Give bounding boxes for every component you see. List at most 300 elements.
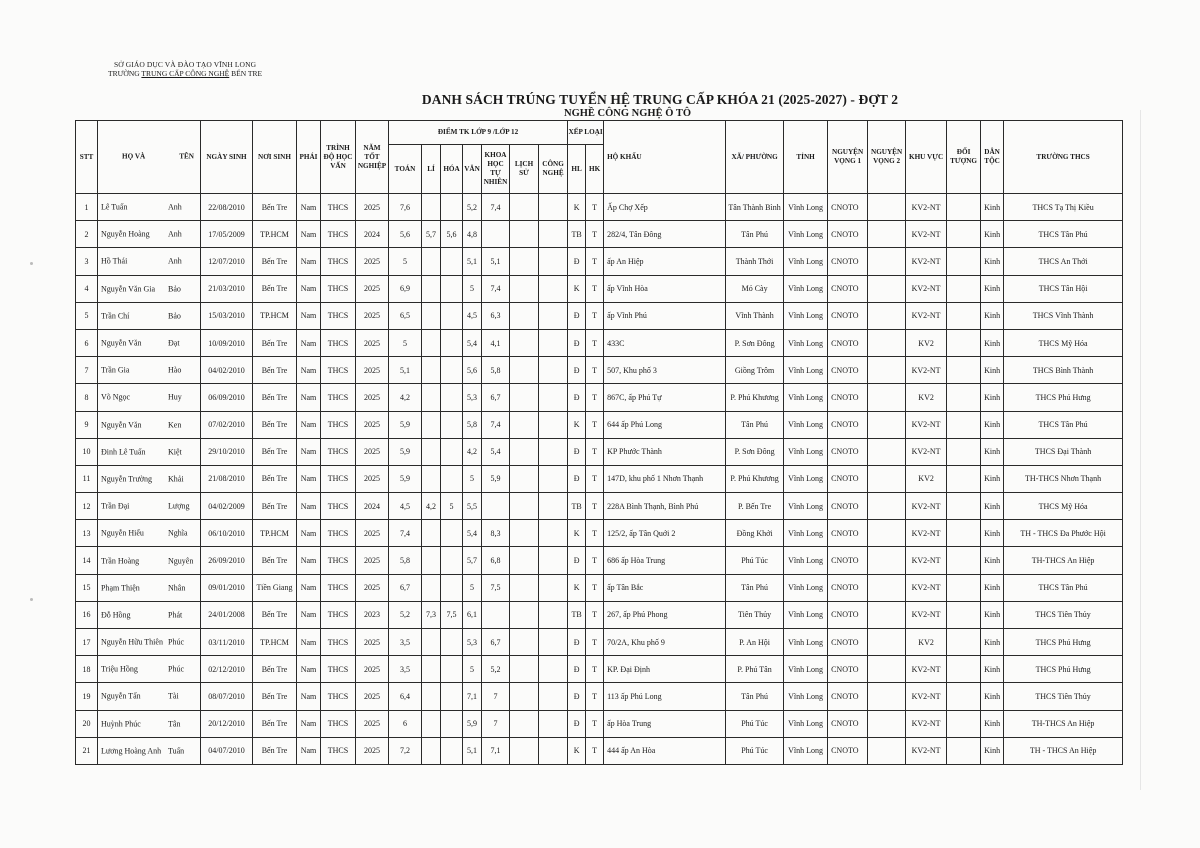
- cell-khtn: 6,7: [482, 629, 510, 656]
- cell-ho-khau: ấp Vĩnh Hòa: [604, 275, 726, 302]
- cell-trinh-do: THCS: [321, 194, 356, 221]
- cell-trinh-do: THCS: [321, 547, 356, 574]
- cell-xa-phuong: Đồng Khởi: [726, 520, 784, 547]
- cell-trinh-do: THCS: [321, 275, 356, 302]
- cell-trinh-do: THCS: [321, 520, 356, 547]
- cell-tinh: Vĩnh Long: [784, 465, 828, 492]
- cell-tinh: Vĩnh Long: [784, 194, 828, 221]
- col-ho-ten: HỌ VÀ TÊN: [98, 121, 201, 194]
- cell-khu-vuc: KV2-NT: [906, 302, 947, 329]
- cell-hl: TB: [568, 601, 586, 628]
- cell-cong-nghe: [539, 629, 568, 656]
- cell-nguyen-vong-2: [868, 357, 906, 384]
- cell-ngay-sinh: 26/09/2010: [201, 547, 253, 574]
- cell-ngay-sinh: 21/03/2010: [201, 275, 253, 302]
- cell-ten: Tài: [168, 691, 179, 701]
- cell-li: [422, 194, 441, 221]
- cell-xa-phuong: P. Phú Khương: [726, 465, 784, 492]
- cell-li: [422, 547, 441, 574]
- cell-dan-toc: Kinh: [981, 656, 1004, 683]
- cell-khtn: 7,1: [482, 737, 510, 764]
- cell-ho-khau: 113 ấp Phú Long: [604, 683, 726, 710]
- cell-toan: 3,5: [389, 629, 422, 656]
- cell-ho-ten: [98, 710, 201, 737]
- cell-ho-ten: [98, 384, 201, 411]
- cell-ho-va: Đỗ Hồng: [101, 610, 131, 620]
- cell-stt: 13: [76, 520, 98, 547]
- cell-lich-su: [510, 384, 539, 411]
- cell-xa-phuong: Tân Phú: [726, 683, 784, 710]
- cell-noi-sinh: Bến Tre: [253, 601, 297, 628]
- cell-li: [422, 629, 441, 656]
- cell-xa-phuong: P. Bến Tre: [726, 493, 784, 520]
- cell-phai: Nam: [297, 302, 321, 329]
- cell-cong-nghe: [539, 710, 568, 737]
- cell-hoa: [441, 683, 463, 710]
- cell-truong-thcs: TH-THCS Nhơn Thạnh: [1004, 465, 1123, 492]
- cell-truong-thcs: THCS Mỹ Hóa: [1004, 329, 1123, 356]
- cell-nam-tot-nghiep: 2025: [356, 520, 389, 547]
- cell-nguyen-vong-1: CNOTO: [828, 683, 868, 710]
- scan-speck: [30, 598, 33, 601]
- cell-ho-va: Triệu Hồng: [101, 664, 138, 674]
- cell-van: 5: [463, 465, 482, 492]
- cell-li: [422, 411, 441, 438]
- cell-nguyen-vong-2: [868, 275, 906, 302]
- cell-khtn: 5,1: [482, 248, 510, 275]
- table-row: [76, 221, 1123, 248]
- cell-ten: Tuấn: [168, 746, 185, 756]
- cell-truong-thcs: THCS Đại Thành: [1004, 438, 1123, 465]
- cell-phai: Nam: [297, 547, 321, 574]
- cell-ngay-sinh: 06/09/2010: [201, 384, 253, 411]
- cell-tinh: Vĩnh Long: [784, 520, 828, 547]
- cell-noi-sinh: TP.HCM: [253, 221, 297, 248]
- cell-trinh-do: THCS: [321, 737, 356, 764]
- cell-ho-ten: [98, 329, 201, 356]
- cell-truong-thcs: TH-THCS An Hiệp: [1004, 547, 1123, 574]
- cell-hk: T: [586, 384, 604, 411]
- cell-trinh-do: THCS: [321, 683, 356, 710]
- cell-toan: 5: [389, 248, 422, 275]
- cell-hl: Đ: [568, 656, 586, 683]
- cell-khtn: 7,4: [482, 411, 510, 438]
- cell-ngay-sinh: 29/10/2010: [201, 438, 253, 465]
- col-dan-toc: DÂN TỘC: [981, 121, 1004, 194]
- cell-nguyen-vong-2: [868, 194, 906, 221]
- cell-stt: 14: [76, 547, 98, 574]
- cell-ho-ten: [98, 683, 201, 710]
- cell-noi-sinh: Bến Tre: [253, 357, 297, 384]
- cell-hk: T: [586, 683, 604, 710]
- cell-cong-nghe: [539, 357, 568, 384]
- cell-ho-ten: [98, 737, 201, 764]
- cell-toan: 7,4: [389, 520, 422, 547]
- cell-ten: Nhân: [168, 583, 186, 593]
- school-name: TRƯỜNG TRUNG CẤP CÔNG NGHỆ BẾN TRE: [108, 69, 263, 78]
- cell-toan: 6,4: [389, 683, 422, 710]
- cell-xa-phuong: P. Sơn Đông: [726, 438, 784, 465]
- cell-ho-va: Trần Hoàng: [101, 556, 140, 566]
- cell-hl: Đ: [568, 248, 586, 275]
- cell-ten: Huy: [168, 392, 182, 402]
- cell-khtn: 7,5: [482, 574, 510, 601]
- cell-nam-tot-nghiep: 2025: [356, 629, 389, 656]
- cell-khu-vuc: KV2-NT: [906, 275, 947, 302]
- cell-lich-su: [510, 656, 539, 683]
- cell-ngay-sinh: 03/11/2010: [201, 629, 253, 656]
- cell-hl: K: [568, 194, 586, 221]
- cell-stt: 11: [76, 465, 98, 492]
- cell-li: [422, 465, 441, 492]
- cell-ho-ten: [98, 221, 201, 248]
- cell-khu-vuc: KV2-NT: [906, 357, 947, 384]
- cell-stt: 1: [76, 194, 98, 221]
- cell-ho-khau: 686 ấp Hòa Trung: [604, 547, 726, 574]
- cell-ngay-sinh: 20/12/2010: [201, 710, 253, 737]
- cell-xa-phuong: Tân Thành Bình: [726, 194, 784, 221]
- cell-ho-ten: [98, 302, 201, 329]
- cell-van: 5,1: [463, 248, 482, 275]
- cell-ho-va: Đinh Lê Tuấn: [101, 447, 146, 457]
- cell-li: [422, 710, 441, 737]
- cell-li: 4,2: [422, 493, 441, 520]
- cell-cong-nghe: [539, 194, 568, 221]
- cell-doi-tuong: [947, 411, 981, 438]
- cell-tinh: Vĩnh Long: [784, 357, 828, 384]
- col-truong-thcs: TRƯỜNG THCS: [1004, 121, 1123, 194]
- cell-nguyen-vong-2: [868, 465, 906, 492]
- cell-cong-nghe: [539, 248, 568, 275]
- cell-ho-ten: [98, 357, 201, 384]
- cell-ho-khau: ấp Tân Bắc: [604, 574, 726, 601]
- cell-ho-ten: [98, 520, 201, 547]
- cell-nam-tot-nghiep: 2025: [356, 384, 389, 411]
- cell-li: 5,7: [422, 221, 441, 248]
- cell-lich-su: [510, 275, 539, 302]
- cell-doi-tuong: [947, 629, 981, 656]
- cell-nam-tot-nghiep: 2025: [356, 248, 389, 275]
- cell-doi-tuong: [947, 547, 981, 574]
- cell-stt: 5: [76, 302, 98, 329]
- col-hl: HL: [568, 145, 586, 194]
- cell-tinh: Vĩnh Long: [784, 302, 828, 329]
- cell-phai: Nam: [297, 465, 321, 492]
- cell-truong-thcs: THCS Phú Hưng: [1004, 384, 1123, 411]
- cell-van: 5,2: [463, 194, 482, 221]
- cell-ho-va: Nguyễn Văn Gia: [101, 284, 156, 294]
- table-row: [76, 710, 1123, 737]
- cell-cong-nghe: [539, 329, 568, 356]
- cell-ngay-sinh: 24/01/2008: [201, 601, 253, 628]
- cell-stt: 3: [76, 248, 98, 275]
- cell-li: [422, 248, 441, 275]
- cell-ho-khau: 282/4, Tân Đông: [604, 221, 726, 248]
- cell-ho-khau: ấp Vĩnh Phú: [604, 302, 726, 329]
- cell-li: [422, 384, 441, 411]
- cell-dan-toc: Kinh: [981, 493, 1004, 520]
- cell-cong-nghe: [539, 438, 568, 465]
- cell-doi-tuong: [947, 656, 981, 683]
- cell-van: 5: [463, 574, 482, 601]
- cell-noi-sinh: Tiền Giang: [253, 574, 297, 601]
- col-stt: STT: [76, 121, 98, 194]
- cell-noi-sinh: Bến Tre: [253, 737, 297, 764]
- cell-ho-khau: Ấp Chợ Xếp: [604, 194, 726, 221]
- cell-doi-tuong: [947, 493, 981, 520]
- cell-ten: Đạt: [168, 338, 180, 348]
- cell-nam-tot-nghiep: 2025: [356, 302, 389, 329]
- table-row: [76, 601, 1123, 628]
- cell-tinh: Vĩnh Long: [784, 248, 828, 275]
- cell-noi-sinh: Bến Tre: [253, 329, 297, 356]
- table-row: [76, 737, 1123, 764]
- cell-nam-tot-nghiep: 2025: [356, 710, 389, 737]
- col-toan: TOÁN: [389, 145, 422, 194]
- cell-hk: T: [586, 465, 604, 492]
- cell-khu-vuc: KV2-NT: [906, 601, 947, 628]
- cell-lich-su: [510, 329, 539, 356]
- cell-hoa: [441, 329, 463, 356]
- table-row: [76, 384, 1123, 411]
- cell-van: 5,4: [463, 520, 482, 547]
- cell-phai: Nam: [297, 574, 321, 601]
- cell-nguyen-vong-1: CNOTO: [828, 629, 868, 656]
- cell-khu-vuc: KV2-NT: [906, 438, 947, 465]
- cell-stt: 20: [76, 710, 98, 737]
- col-trinh-do: TRÌNH ĐỘ HỌC VẤN: [321, 121, 356, 194]
- cell-ho-va: Nguyễn Văn: [101, 338, 142, 348]
- cell-nguyen-vong-2: [868, 248, 906, 275]
- cell-phai: Nam: [297, 275, 321, 302]
- cell-hl: Đ: [568, 683, 586, 710]
- cell-toan: 6,7: [389, 574, 422, 601]
- cell-nguyen-vong-2: [868, 411, 906, 438]
- cell-hoa: [441, 275, 463, 302]
- cell-nguyen-vong-1: CNOTO: [828, 275, 868, 302]
- cell-nguyen-vong-1: CNOTO: [828, 194, 868, 221]
- cell-lich-su: [510, 493, 539, 520]
- col-tinh: TỈNH: [784, 121, 828, 194]
- cell-ho-va: Huỳnh Phúc: [101, 719, 141, 729]
- cell-truong-thcs: THCS Tân Hội: [1004, 275, 1123, 302]
- cell-hl: Đ: [568, 357, 586, 384]
- cell-trinh-do: THCS: [321, 629, 356, 656]
- cell-van: 5,1: [463, 737, 482, 764]
- cell-nguyen-vong-2: [868, 601, 906, 628]
- cell-hk: T: [586, 493, 604, 520]
- cell-nam-tot-nghiep: 2025: [356, 411, 389, 438]
- cell-dan-toc: Kinh: [981, 248, 1004, 275]
- cell-hoa: 5,6: [441, 221, 463, 248]
- cell-hoa: [441, 547, 463, 574]
- cell-xa-phuong: P. Sơn Đông: [726, 329, 784, 356]
- cell-noi-sinh: Bến Tre: [253, 465, 297, 492]
- cell-hk: T: [586, 438, 604, 465]
- cell-ten: Phúc: [168, 664, 184, 674]
- cell-ten: Phúc: [168, 637, 184, 647]
- cell-phai: Nam: [297, 357, 321, 384]
- col-ngay-sinh: NGÀY SINH: [201, 121, 253, 194]
- cell-nguyen-vong-2: [868, 438, 906, 465]
- cell-nam-tot-nghiep: 2025: [356, 683, 389, 710]
- cell-hl: Đ: [568, 629, 586, 656]
- cell-hoa: [441, 384, 463, 411]
- cell-hoa: [441, 248, 463, 275]
- cell-dan-toc: Kinh: [981, 302, 1004, 329]
- cell-hl: K: [568, 574, 586, 601]
- cell-van: 5,3: [463, 629, 482, 656]
- cell-khu-vuc: KV2-NT: [906, 737, 947, 764]
- cell-nguyen-vong-1: CNOTO: [828, 737, 868, 764]
- cell-ho-ten: [98, 574, 201, 601]
- cell-trinh-do: THCS: [321, 710, 356, 737]
- cell-truong-thcs: THCS Tân Phú: [1004, 221, 1123, 248]
- cell-toan: 5,6: [389, 221, 422, 248]
- cell-nguyen-vong-2: [868, 520, 906, 547]
- cell-noi-sinh: Bến Tre: [253, 384, 297, 411]
- cell-doi-tuong: [947, 520, 981, 547]
- cell-van: 7,1: [463, 683, 482, 710]
- cell-hk: T: [586, 629, 604, 656]
- cell-noi-sinh: Bến Tre: [253, 248, 297, 275]
- cell-li: [422, 737, 441, 764]
- cell-van: 5: [463, 275, 482, 302]
- table-row: [76, 547, 1123, 574]
- cell-khu-vuc: KV2-NT: [906, 574, 947, 601]
- cell-toan: 4,2: [389, 384, 422, 411]
- cell-hl: K: [568, 275, 586, 302]
- cell-hoa: 7,5: [441, 601, 463, 628]
- cell-hl: K: [568, 737, 586, 764]
- cell-truong-thcs: TH - THCS An Hiệp: [1004, 737, 1123, 764]
- cell-ten: Khải: [168, 474, 184, 484]
- cell-khu-vuc: KV2-NT: [906, 710, 947, 737]
- cell-truong-thcs: THCS Tạ Thị Kiều: [1004, 194, 1123, 221]
- cell-xa-phuong: Phú Túc: [726, 547, 784, 574]
- cell-nam-tot-nghiep: 2025: [356, 438, 389, 465]
- cell-cong-nghe: [539, 547, 568, 574]
- cell-tinh: Vĩnh Long: [784, 629, 828, 656]
- cell-khu-vuc: KV2: [906, 465, 947, 492]
- cell-ten: Nguyên: [168, 556, 194, 566]
- cell-toan: 5,9: [389, 411, 422, 438]
- cell-nguyen-vong-1: CNOTO: [828, 248, 868, 275]
- cell-noi-sinh: Bến Tre: [253, 411, 297, 438]
- cell-ho-khau: ấp Hòa Trung: [604, 710, 726, 737]
- cell-hk: T: [586, 710, 604, 737]
- cell-hl: TB: [568, 221, 586, 248]
- cell-stt: 7: [76, 357, 98, 384]
- cell-ngay-sinh: 10/09/2010: [201, 329, 253, 356]
- col-li: LÍ: [422, 145, 441, 194]
- cell-hl: Đ: [568, 710, 586, 737]
- table-row: [76, 357, 1123, 384]
- cell-lich-su: [510, 465, 539, 492]
- cell-dan-toc: Kinh: [981, 683, 1004, 710]
- cell-van: 4,2: [463, 438, 482, 465]
- cell-tinh: Vĩnh Long: [784, 493, 828, 520]
- cell-hoa: [441, 629, 463, 656]
- cell-hk: T: [586, 357, 604, 384]
- cell-xa-phuong: Mỏ Cày: [726, 275, 784, 302]
- cell-lich-su: [510, 601, 539, 628]
- cell-van: 4,8: [463, 221, 482, 248]
- cell-doi-tuong: [947, 302, 981, 329]
- cell-ho-va: Lê Tuấn: [101, 202, 128, 212]
- cell-trinh-do: THCS: [321, 656, 356, 683]
- cell-noi-sinh: Bến Tre: [253, 656, 297, 683]
- cell-li: [422, 520, 441, 547]
- cell-li: [422, 357, 441, 384]
- cell-doi-tuong: [947, 574, 981, 601]
- cell-dan-toc: Kinh: [981, 384, 1004, 411]
- cell-ho-va: Trần Chí: [101, 311, 130, 321]
- cell-cong-nghe: [539, 411, 568, 438]
- cell-li: [422, 275, 441, 302]
- cell-nguyen-vong-1: CNOTO: [828, 411, 868, 438]
- cell-ho-va: Nguyễn Tấn: [101, 691, 141, 701]
- cell-li: 7,3: [422, 601, 441, 628]
- cell-ngay-sinh: 09/01/2010: [201, 574, 253, 601]
- cell-hl: Đ: [568, 384, 586, 411]
- cell-li: [422, 574, 441, 601]
- cell-stt: 15: [76, 574, 98, 601]
- col-noi-sinh: NƠI SINH: [253, 121, 297, 194]
- cell-lich-su: [510, 221, 539, 248]
- cell-hk: T: [586, 302, 604, 329]
- cell-ho-va: Nguyễn Hiếu: [101, 528, 144, 538]
- cell-nguyen-vong-1: CNOTO: [828, 574, 868, 601]
- cell-stt: 19: [76, 683, 98, 710]
- cell-ho-khau: 228A Bình Thạnh, Bình Phú: [604, 493, 726, 520]
- cell-ten: Lượng: [168, 501, 190, 511]
- cell-ten: Anh: [168, 256, 182, 266]
- cell-ho-ten: [98, 601, 201, 628]
- cell-cong-nghe: [539, 601, 568, 628]
- col-doi-tuong: ĐỐI TƯỢNG: [947, 121, 981, 194]
- cell-ngay-sinh: 07/02/2010: [201, 411, 253, 438]
- table-row: [76, 411, 1123, 438]
- cell-stt: 16: [76, 601, 98, 628]
- cell-ho-ten: [98, 465, 201, 492]
- cell-nam-tot-nghiep: 2025: [356, 194, 389, 221]
- cell-hl: K: [568, 411, 586, 438]
- cell-cong-nghe: [539, 384, 568, 411]
- cell-nam-tot-nghiep: 2025: [356, 574, 389, 601]
- cell-ho-va: Nguyễn Hoàng: [101, 229, 150, 239]
- cell-trinh-do: THCS: [321, 384, 356, 411]
- cell-toan: 5,8: [389, 547, 422, 574]
- cell-li: [422, 438, 441, 465]
- cell-nam-tot-nghiep: 2025: [356, 737, 389, 764]
- cell-cong-nghe: [539, 493, 568, 520]
- cell-tinh: Vĩnh Long: [784, 737, 828, 764]
- cell-toan: 5,9: [389, 465, 422, 492]
- cell-noi-sinh: TP.HCM: [253, 629, 297, 656]
- cell-trinh-do: THCS: [321, 357, 356, 384]
- cell-dan-toc: Kinh: [981, 520, 1004, 547]
- col-phai: PHÁI: [297, 121, 321, 194]
- cell-stt: 2: [76, 221, 98, 248]
- cell-stt: 9: [76, 411, 98, 438]
- cell-khu-vuc: KV2-NT: [906, 248, 947, 275]
- cell-truong-thcs: THCS Tiên Thủy: [1004, 601, 1123, 628]
- cell-khu-vuc: KV2-NT: [906, 520, 947, 547]
- col-khtn: KHOA HỌC TỰ NHIÊN: [482, 145, 510, 194]
- cell-noi-sinh: Bến Tre: [253, 438, 297, 465]
- cell-doi-tuong: [947, 275, 981, 302]
